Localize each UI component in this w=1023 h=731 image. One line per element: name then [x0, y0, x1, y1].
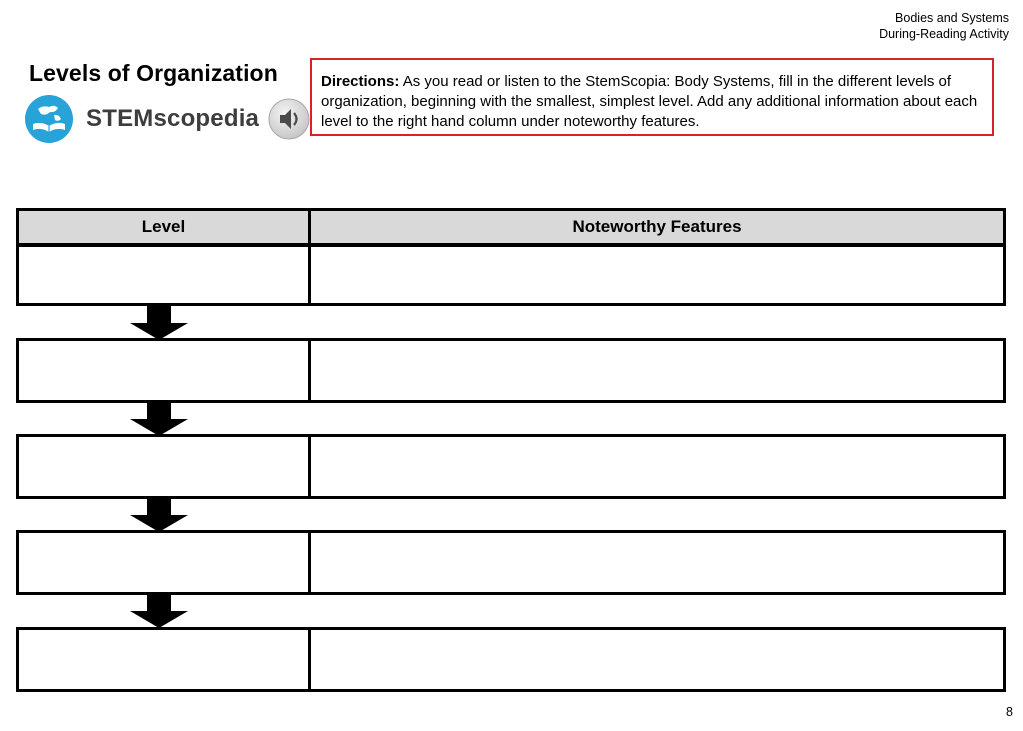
page-number: 8 [1006, 705, 1013, 719]
table-row [16, 530, 1006, 595]
features-cell[interactable] [311, 630, 1003, 689]
down-arrow-icon [130, 306, 188, 340]
brand-logo [24, 94, 310, 144]
directions-label: Directions: [321, 73, 400, 90]
down-arrow-icon [130, 402, 188, 436]
brand-name: STEMscopedia [86, 105, 260, 132]
features-cell[interactable] [311, 247, 1003, 303]
level-cell[interactable] [19, 341, 311, 400]
level-cell[interactable] [19, 533, 311, 592]
table-row [16, 434, 1006, 499]
unit-name: Bodies and Systems [895, 11, 1009, 25]
features-cell[interactable] [311, 533, 1003, 592]
activity-name: During-Reading Activity [879, 27, 1009, 41]
document-header [879, 10, 1009, 42]
level-column-header: Level [19, 211, 311, 243]
speaker-icon[interactable] [268, 98, 310, 140]
globe-book-icon [24, 94, 74, 144]
features-column-header: Noteworthy Features [572, 217, 742, 236]
table-header [16, 208, 1006, 246]
directions-box [310, 58, 994, 136]
table-row [16, 338, 1006, 403]
level-cell[interactable] [19, 247, 311, 303]
down-arrow-icon [130, 594, 188, 628]
level-cell[interactable] [19, 630, 311, 689]
features-cell[interactable] [311, 437, 1003, 496]
table-row [16, 627, 1006, 692]
features-cell[interactable] [311, 341, 1003, 400]
down-arrow-icon [130, 498, 188, 532]
page-title: Levels of Organization [29, 60, 278, 86]
table-row [16, 244, 1006, 306]
level-cell[interactable] [19, 437, 311, 496]
directions-text: As you read or listen to the StemScopia: Body Systems, fill in the different levels of organization, beginning with the smallest, simplest level. Add any additional information about each level to the right hand column under noteworthy features. [321, 73, 978, 130]
